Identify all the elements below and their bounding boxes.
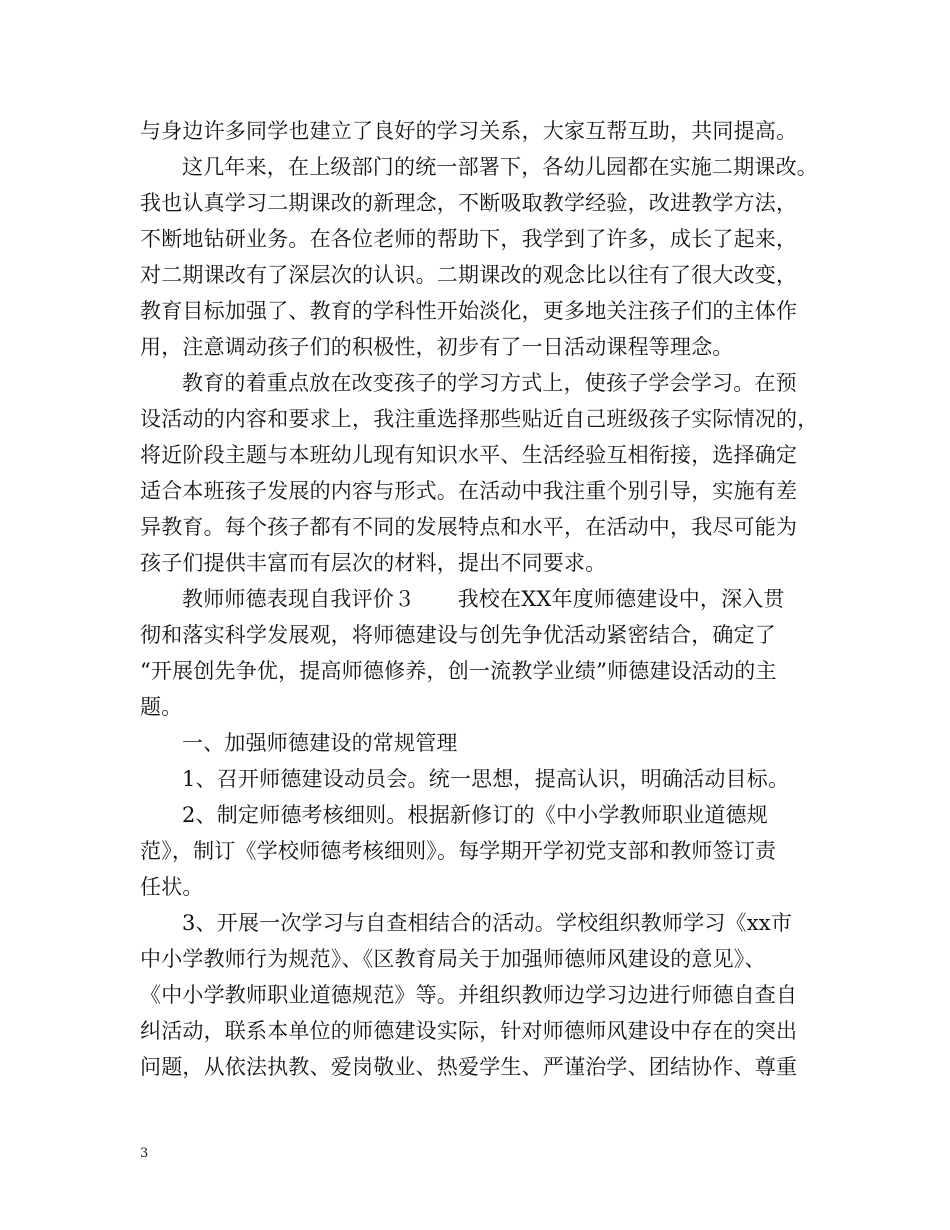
text-line: 任状。 (140, 875, 204, 899)
text-line: 孩子们提供丰富而有层次的材料，提出不同要求。 (140, 551, 607, 575)
text-line: 彻和落实科学发展观，将师德建设与创先争优活动紧密结合，确定了 (140, 623, 776, 647)
text-line: 2、制定师德考核细则。根据新修订的《中小学教师职业道德规 (182, 803, 768, 827)
text-line: 教师师德表现自我评价３ 我校在XX年度师德建设中，深入贯 (182, 587, 785, 611)
text-line: 设活动的内容和要求上，我注重选择那些贴近自己班级孩子实际情况的， (140, 407, 819, 431)
text-line: 异教育。每个孩子都有不同的发展特点和水平，在活动中，我尽可能为 (140, 515, 798, 539)
text-line: 不断地钻研业务。在各位老师的帮助下，我学到了许多，成长了起来， (140, 227, 798, 251)
text-line: 教育的着重点放在改变孩子的学习方式上，使孩子学会学习。在预 (182, 371, 797, 395)
section-heading: 一、加强师德建设的常规管理 (182, 731, 458, 755)
page-number: 3 (140, 1146, 149, 1161)
text-line: 中小学教师行为规范》、《区教育局关于加强师德师风建设的意见》、 (140, 947, 766, 971)
text-line: 我也认真学习二期课改的新理念，不断吸取教学经验，改进教学方法， (140, 191, 798, 215)
text-line: 对二期课改有了深层次的认识。二期课改的观念比以往有了很大改变， (140, 263, 798, 287)
text-line: 1、召开师德建设动员会。统一思想，提高认识，明确活动目标。 (182, 767, 790, 791)
text-line: 3、开展一次学习与自查相结合的活动。学校组织教师学习《xx市 (182, 911, 793, 935)
text-line: 将近阶段主题与本班幼儿现有知识水平、生活经验互相衔接，选择确定 (140, 443, 798, 467)
text-line: 题。 (140, 695, 183, 719)
text-line: 与身边许多同学也建立了良好的学习关系，大家互帮互助，共同提高。 (140, 119, 798, 143)
text-line: 《中小学教师职业道德规范》等。并组织教师边学习边进行师德自查自 (140, 983, 798, 1007)
text-line: “开展创先争优，提高师德修养，创一流教学业绩”师德建设活动的主 (140, 659, 777, 683)
text-line: 用，注意调动孩子们的积极性，初步有了一日活动课程等理念。 (140, 335, 734, 359)
text-line: 适合本班孩子发展的内容与形式。在活动中我注重个别引导，实施有差 (140, 479, 798, 503)
text-line: 纠活动，联系本单位的师德建设实际，针对师德师风建设中存在的突出 (140, 1019, 798, 1043)
text-line: 问题，从依法执教、爱岗敬业、热爱学生、严谨治学、团结协作、尊重 (140, 1055, 798, 1079)
text-line: 这几年来，在上级部门的统一部署下，各幼儿园都在实施二期课改。 (182, 155, 818, 179)
text-line: 教育目标加强了、教育的学科性开始淡化，更多地关注孩子们的主体作 (140, 299, 798, 323)
text-line: 范》，制订《学校师德考核细则》。每学期开学初党支部和教师签订责 (140, 839, 777, 863)
